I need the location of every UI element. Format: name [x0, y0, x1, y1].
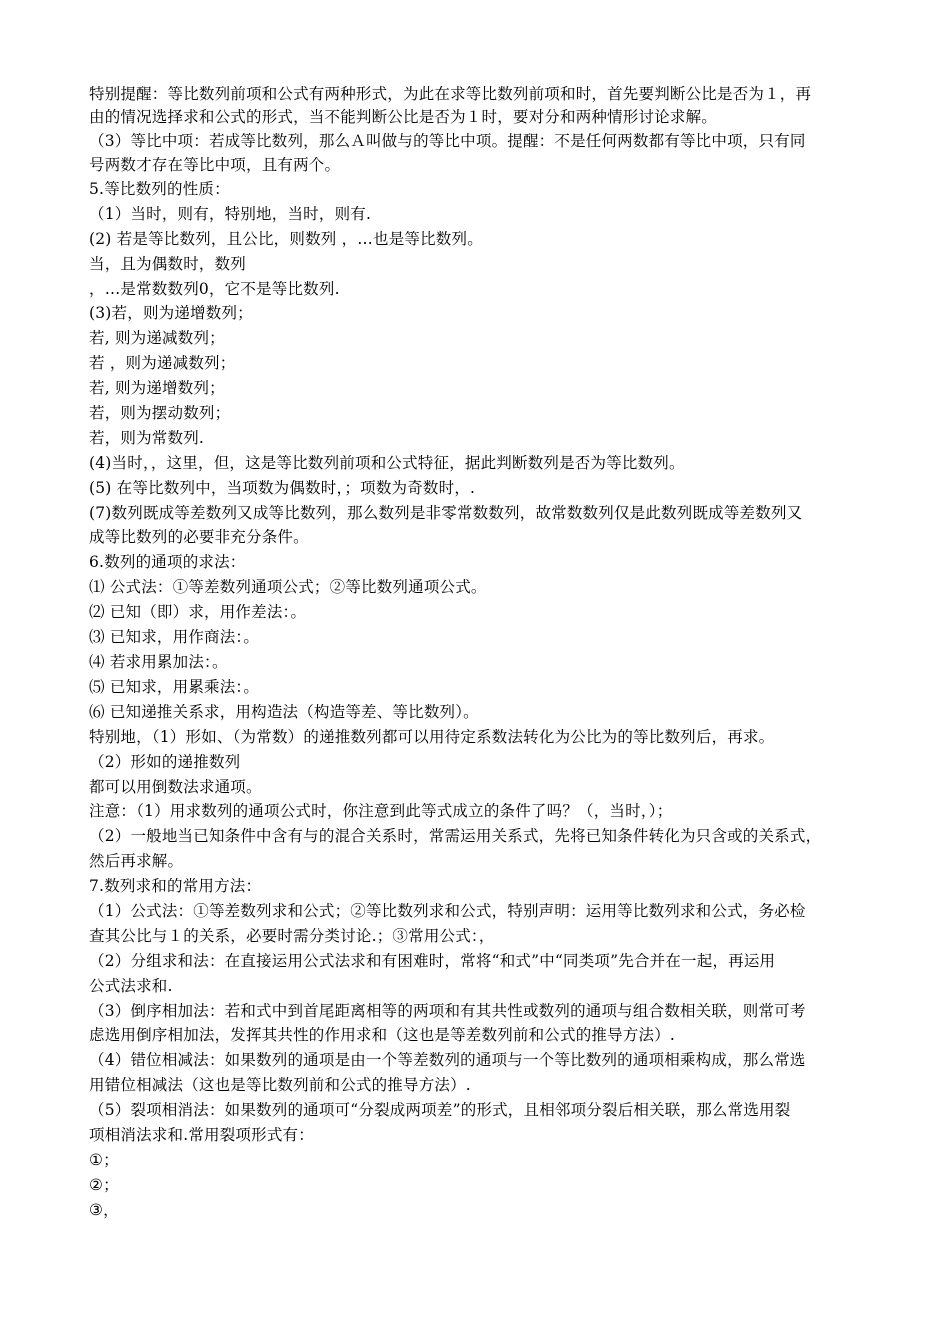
text-line: 特别地，（1）形如、（为常数）的递推数列都可以用待定系数法转化为公比为的等比数列后，再求。 [89, 728, 775, 746]
section-heading: 6.数列的通项的求法： [89, 553, 246, 571]
text-line: （4）错位相减法：如果数列的通项是由一个等差数列的通项与一个等比数列的通项相乘构成，那么常选 [89, 1051, 806, 1069]
list-item: ③， [89, 1201, 119, 1219]
text-line: 特别提醒：等比数列前项和公式有两种形式，为此在求等比数列前项和时，首先要判断公比是否为１，再 [89, 85, 812, 103]
text-line: 号两数才存在等比中项，且有两个。 [89, 156, 341, 174]
text-line: 若，则为摆动数列； [89, 404, 231, 422]
text-line: (7)数列既成等差数列又成等比数列，那么数列是非零常数数列，故常数数列仅是此数列既成等差数列又 [89, 504, 803, 522]
text-line: (2) 若是等比数列，且公比，则数列 ，…也是等比数列。 [89, 230, 483, 248]
text-line: 若, 则为递增数列； [89, 379, 225, 397]
text-line: （2）分组求和法：在直接运用公式法求和有困难时，常将“和式”中“同类项”先合并在一起，再运用 [89, 952, 776, 970]
text-line: （3）倒序相加法：若和式中到首尾距离相等的两项和有其共性或数列的通项与组合数相关联，则常可考 [89, 1002, 806, 1020]
text-line: （1）公式法：①等差数列求和公式；②等比数列求和公式，特别声明：运用等比数列求和公式，务必检 [89, 902, 806, 920]
text-line: 若 ，则为递减数列； [89, 354, 236, 372]
text-line: 若，则为常数列. [89, 429, 205, 447]
text-line: 查其公比与１的关系，必要时需分类讨论.；③常用公式：， [89, 927, 495, 945]
list-item: ①； [89, 1151, 119, 1169]
text-line: ⑹ 已知递推关系求，用构造法（构造等差、等比数列）。 [89, 703, 479, 721]
text-line: ⑸ 已知求，用累乘法：。 [89, 678, 260, 696]
text-line: ⑵ 已知（即）求，用作差法：。 [89, 603, 307, 621]
text-line: 当，且为偶数时，数列 [89, 255, 247, 273]
text-line: (4)当时，，这里，但，这是等比数列前项和公式特征，据此判断数列是否为等比数列。 [89, 454, 685, 472]
text-line: (5) 在等比数列中，当项数为偶数时，；项数为奇数时，. [89, 479, 476, 497]
text-line: 由的情况选择求和公式的形式，当不能判断公比是否为１时，要对分和两种情形讨论求解。 [89, 108, 718, 126]
text-line: ，…是常数数列0，它不是等比数列. [89, 280, 340, 298]
text-line: 虑选用倒序相加法，发挥其共性的作用求和（这也是等差数列前和公式的推导方法）. [89, 1026, 676, 1044]
text-line: ⑷ 若求用累加法：。 [89, 653, 228, 671]
text-line: 公式法求和. [89, 977, 173, 995]
text-line: 用错位相减法（这也是等比数列前和公式的推导方法）. [89, 1076, 471, 1094]
section-heading: 7.数列求和的常用方法： [89, 877, 262, 895]
text-line: 然后再求解。 [89, 852, 184, 870]
text-line: （2）形如的递推数列 [89, 753, 241, 771]
text-line: 成等比数列的必要非充分条件。 [89, 528, 309, 546]
text-line: （1）当时，则有，特别地，当时，则有. [89, 205, 372, 223]
list-item: ②； [89, 1176, 119, 1194]
text-line: ⑶ 已知求，用作商法：。 [89, 628, 260, 646]
section-heading: 5.等比数列的性质： [89, 180, 230, 198]
text-line: (3)若，则为递增数列； [89, 304, 253, 322]
text-line: 都可以用倒数法求通项。 [89, 778, 262, 796]
text-line: 项相消法求和.常用裂项形式有： [89, 1126, 314, 1144]
text-line: ⑴ 公式法：①等差数列通项公式；②等比数列通项公式。 [89, 578, 487, 596]
text-line: 注意：（1）用求数列的通项公式时，你注意到此等式成立的条件了吗？（，当时，）； [89, 802, 673, 820]
text-line: （2）一般地当已知条件中含有与的混合关系时，常需运用关系式，先将已知条件转化为只含或的关系式， [89, 827, 822, 845]
text-line: （5）裂项相消法：如果数列的通项可“分裂成两项差”的形式，且相邻项分裂后相关联，那么常选用裂 [89, 1101, 791, 1119]
text-line: （3）等比中项：若成等比数列，那么Ａ叫做与的等比中项。提醒：不是任何两数都有等比中项，只有同 [89, 132, 806, 150]
text-line: 若, 则为递减数列； [89, 329, 225, 347]
